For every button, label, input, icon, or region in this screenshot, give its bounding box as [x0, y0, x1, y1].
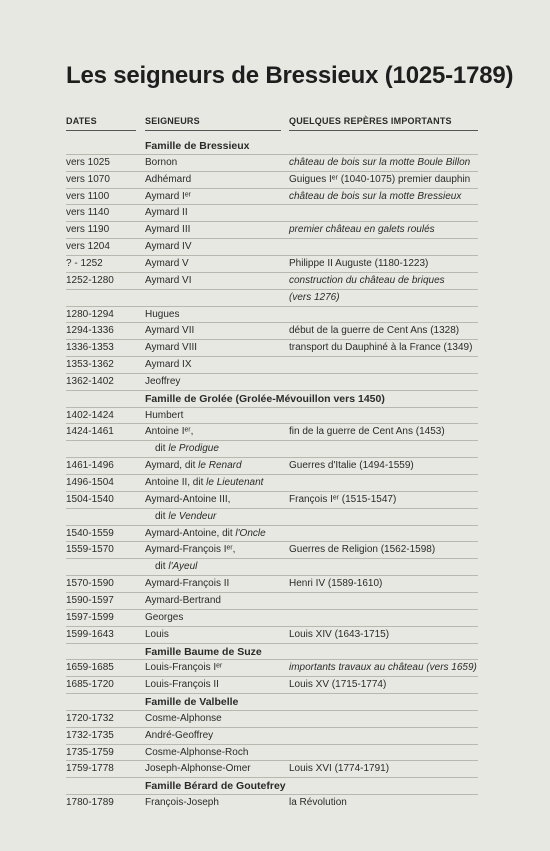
- seigneur-cell: Antoine II, dit le Lieutenant: [145, 477, 264, 488]
- row-divider: [66, 339, 478, 340]
- date-cell: 1590-1597: [66, 595, 114, 606]
- row-divider: [66, 154, 478, 155]
- repere-cell: Guerres de Religion (1562-1598): [289, 544, 436, 555]
- row-divider: [66, 626, 478, 627]
- date-cell: 1362-1402: [66, 376, 114, 387]
- epithet-italic: le Prodigue: [168, 443, 219, 454]
- seigneur-epithet: dit le Vendeur: [155, 511, 217, 522]
- date-cell: 1336-1353: [66, 342, 114, 353]
- row-divider: [66, 356, 478, 357]
- family-name: Famille Bérard de Goutefrey: [145, 780, 286, 792]
- row-divider: [66, 322, 478, 323]
- row-divider: [66, 592, 478, 593]
- row-divider: [66, 289, 478, 290]
- repere-cell: la Révolution: [289, 797, 347, 808]
- row-divider: [66, 171, 478, 172]
- date-cell: vers 1204: [66, 241, 110, 252]
- table-row: [0, 796, 550, 813]
- date-cell: 1252-1280: [66, 275, 114, 286]
- seigneur-cell: Aymard III: [145, 224, 191, 235]
- row-divider: [66, 643, 478, 644]
- row-divider: [66, 575, 478, 576]
- seigneur-cell: Aymard VI: [145, 275, 192, 286]
- repere-cell: importants travaux au château (vers 1659): [289, 662, 477, 673]
- seigneur-epithet: dit le Prodigue: [155, 443, 219, 454]
- seigneur-cell: Aymard IX: [145, 359, 192, 370]
- repere-cell: début de la guerre de Cent Ans (1328): [289, 325, 460, 336]
- seigneur-cell: Hugues: [145, 309, 180, 320]
- date-cell: 1402-1424: [66, 410, 114, 421]
- family-name: Famille de Bressieux: [145, 140, 250, 152]
- row-divider: [66, 272, 478, 273]
- seigneur-cell: Georges: [145, 612, 184, 623]
- repere-cell: château de bois sur la motte Boule Billon: [289, 157, 471, 168]
- header-seigneurs: SEIGNEURS: [145, 116, 200, 126]
- seigneur-epithet: dit l'Ayeul: [155, 561, 198, 572]
- date-cell: 1732-1735: [66, 730, 114, 741]
- header-rule-reperes: [289, 130, 478, 131]
- family-name: Famille de Valbelle: [145, 696, 239, 708]
- date-cell: 1280-1294: [66, 309, 114, 320]
- repere-cell: transport du Dauphiné à la France (1349): [289, 342, 473, 353]
- repere-cell: fin de la guerre de Cent Ans (1453): [289, 426, 445, 437]
- row-divider: [66, 306, 478, 307]
- date-cell: 1735-1759: [66, 747, 114, 758]
- repere-cell: Guigues Iᵉʳ (1040-1075) premier dauphin: [289, 174, 471, 185]
- row-divider: [66, 440, 478, 441]
- seigneur-cell: Aymard IV: [145, 241, 192, 252]
- table-header: [0, 116, 550, 130]
- seigneur-cell: Aymard Iᵉʳ: [145, 191, 191, 202]
- row-divider: [66, 558, 478, 559]
- seigneur-cell: Adhémard: [145, 174, 192, 185]
- row-divider: [66, 794, 478, 795]
- seigneur-cell: Louis-François II: [145, 679, 219, 690]
- row-divider: [66, 221, 478, 222]
- seigneur-cell: Aymard V: [145, 258, 189, 269]
- repere-cell: Philippe II Auguste (1180-1223): [289, 258, 429, 269]
- seigneur-cell: Jeoffrey: [145, 376, 181, 387]
- date-cell: vers 1070: [66, 174, 110, 185]
- seigneur-cell: Cosme-Alphonse: [145, 713, 222, 724]
- seigneur-cell: Humbert: [145, 410, 184, 421]
- date-cell: 1461-1496: [66, 460, 114, 471]
- date-cell: vers 1100: [66, 191, 110, 202]
- family-name: Famille Baume de Suze: [145, 646, 262, 658]
- date-cell: 1424-1461: [66, 426, 114, 437]
- repere-cell: Henri IV (1589-1610): [289, 578, 383, 589]
- date-cell: 1685-1720: [66, 679, 114, 690]
- date-cell: 1597-1599: [66, 612, 114, 623]
- seigneur-cell: Aymard-Antoine, dit l'Oncle: [145, 528, 266, 539]
- date-cell: 1599-1643: [66, 629, 114, 640]
- row-divider: [66, 423, 478, 424]
- date-cell: 1759-1778: [66, 763, 114, 774]
- epithet-italic: l'Oncle: [235, 528, 266, 539]
- epithet-italic: le Vendeur: [168, 511, 217, 522]
- epithet-italic: l'Ayeul: [168, 561, 198, 572]
- row-divider: [66, 659, 478, 660]
- row-divider: [66, 727, 478, 728]
- header-rule-dates: [66, 130, 136, 131]
- seigneur-cell: Aymard VIII: [145, 342, 198, 353]
- seigneur-cell: Aymard II: [145, 207, 188, 218]
- date-cell: vers 1140: [66, 207, 110, 218]
- row-divider: [66, 390, 478, 391]
- repere-cell: (vers 1276): [289, 292, 340, 303]
- epithet-italic: le Renard: [198, 460, 242, 471]
- row-divider: [66, 676, 478, 677]
- row-divider: [66, 541, 478, 542]
- row-divider: [66, 188, 478, 189]
- seigneur-cell: Louis: [145, 629, 169, 640]
- epithet-italic: le Lieutenant: [206, 477, 264, 488]
- repere-cell: Louis XV (1715-1774): [289, 679, 387, 690]
- row-divider: [66, 693, 478, 694]
- row-divider: [66, 508, 478, 509]
- row-divider: [66, 744, 478, 745]
- date-cell: 1659-1685: [66, 662, 114, 673]
- row-divider: [66, 238, 478, 239]
- date-cell: ? - 1252: [66, 258, 103, 269]
- row-divider: [66, 407, 478, 408]
- row-divider: [66, 457, 478, 458]
- repere-cell: Louis XVI (1774-1791): [289, 763, 390, 774]
- date-cell: 1504-1540: [66, 494, 114, 505]
- repere-cell: construction du château de briques: [289, 275, 445, 286]
- page-title: Les seigneurs de Bressieux (1025-1789): [66, 62, 514, 89]
- header-dates: DATES: [66, 116, 97, 126]
- date-cell: 1559-1570: [66, 544, 114, 555]
- seigneur-cell: Aymard-Antoine III,: [145, 494, 231, 505]
- date-cell: vers 1190: [66, 224, 110, 235]
- row-divider: [66, 710, 478, 711]
- seigneur-cell: Joseph-Alphonse-Omer: [145, 763, 251, 774]
- seigneur-cell: Aymard, dit le Renard: [145, 460, 242, 471]
- family-name: Famille de Grolée (Grolée-Mévouillon vers 1450): [145, 393, 385, 405]
- repere-cell: château de bois sur la motte Bressieux: [289, 191, 462, 202]
- row-divider: [66, 777, 478, 778]
- seigneur-cell: Antoine Iᵉʳ,: [145, 426, 194, 437]
- date-cell: 1294-1336: [66, 325, 114, 336]
- seigneur-cell: Cosme-Alphonse-Roch: [145, 747, 249, 758]
- date-cell: 1570-1590: [66, 578, 114, 589]
- date-cell: 1720-1732: [66, 713, 114, 724]
- date-cell: 1780-1789: [66, 797, 114, 808]
- row-divider: [66, 474, 478, 475]
- row-divider: [66, 204, 478, 205]
- row-divider: [66, 609, 478, 610]
- repere-cell: François Iᵉʳ (1515-1547): [289, 494, 397, 505]
- row-divider: [66, 255, 478, 256]
- repere-cell: Guerres d'Italie (1494-1559): [289, 460, 414, 471]
- seigneur-cell: François-Joseph: [145, 797, 219, 808]
- seigneur-cell: Aymard VII: [145, 325, 195, 336]
- seigneur-cell: Bornon: [145, 157, 178, 168]
- seigneur-cell: Aymard-François Iᵉʳ,: [145, 544, 236, 555]
- header-rule-seigneurs: [145, 130, 281, 131]
- seigneur-cell: Aymard-François II: [145, 578, 230, 589]
- date-cell: vers 1025: [66, 157, 110, 168]
- header-reperes: QUELQUES REPÈRES IMPORTANTS: [289, 116, 452, 126]
- row-divider: [66, 373, 478, 374]
- date-cell: 1540-1559: [66, 528, 114, 539]
- row-divider: [66, 491, 478, 492]
- row-divider: [66, 525, 478, 526]
- repere-cell: premier château en galets roulés: [289, 224, 435, 235]
- seigneur-cell: André-Geoffrey: [145, 730, 214, 741]
- row-divider: [66, 760, 478, 761]
- repere-cell: Louis XIV (1643-1715): [289, 629, 390, 640]
- seigneur-cell: Aymard-Bertrand: [145, 595, 221, 606]
- date-cell: 1496-1504: [66, 477, 114, 488]
- date-cell: 1353-1362: [66, 359, 114, 370]
- seigneur-cell: Louis-François Iᵉʳ: [145, 662, 223, 673]
